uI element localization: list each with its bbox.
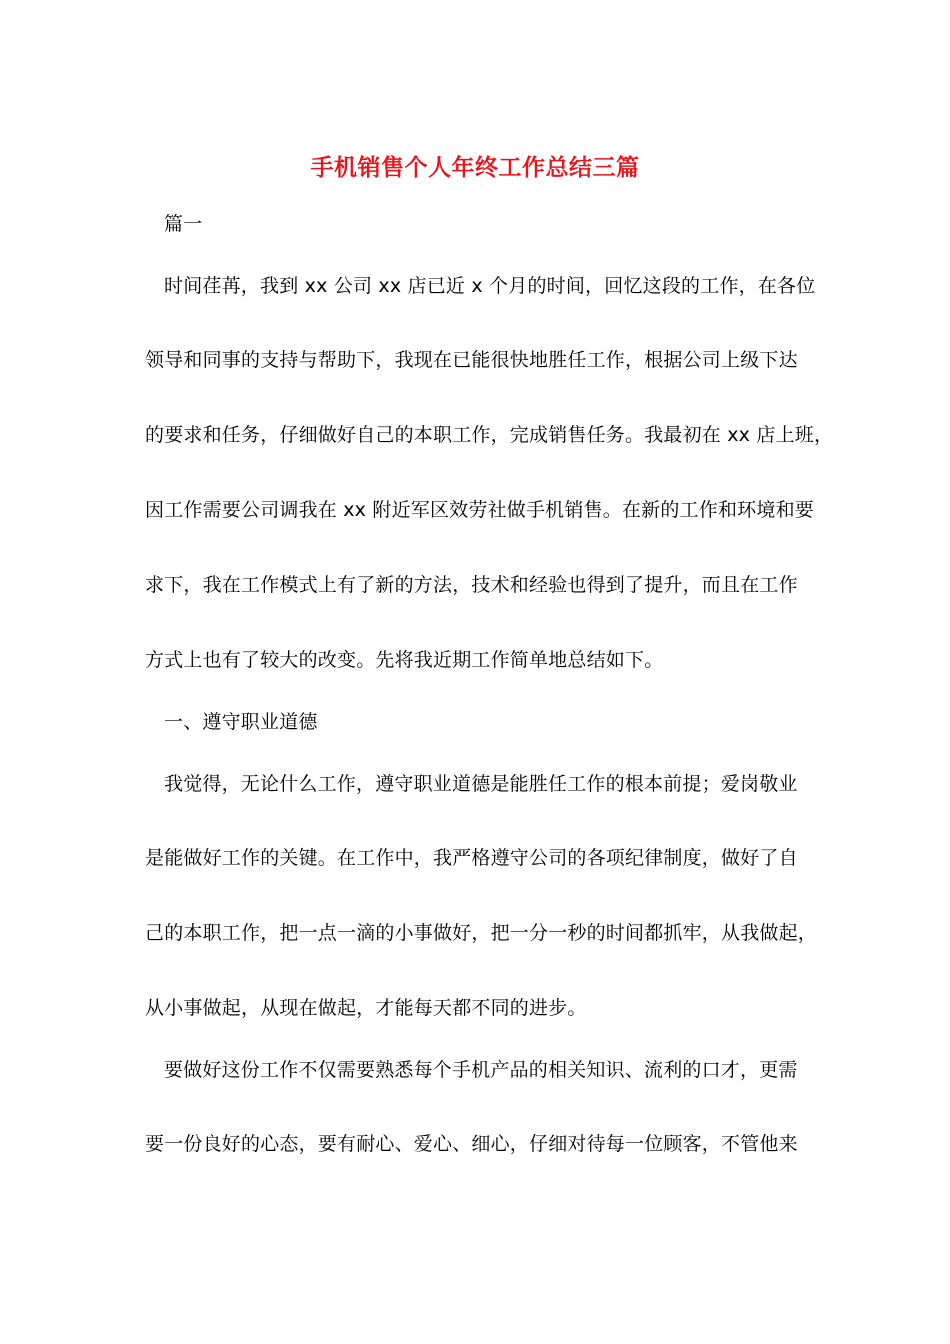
section-heading-part-one: 篇一	[164, 213, 203, 235]
paragraph-line: 时间荏苒，我到 xx 公司 xx 店已近 x 个月的时间，回忆这段的工作，在各位	[164, 275, 816, 297]
paragraph-line: 我觉得，无论什么工作，遵守职业道德是能胜任工作的根本前提；爱岗敬业	[164, 773, 798, 795]
document-title: 手机销售个人年终工作总结三篇	[310, 154, 640, 181]
paragraph-line: 是能做好工作的关键。在工作中，我严格遵守公司的各项纪律制度，做好了自	[145, 847, 798, 869]
paragraph-line: 因工作需要公司调我在 xx 附近军区效劳社做手机销售。在新的工作和环境和要	[145, 499, 814, 521]
section-heading-professional-ethics: 一、遵守职业道德	[164, 711, 318, 733]
paragraph-line: 的要求和任务，仔细做好自己的本职工作，完成销售任务。我最初在 xx 店上班，	[145, 424, 834, 446]
paragraph-line: 求下，我在工作模式上有了新的方法，技术和经验也得到了提升，而且在工作	[145, 574, 798, 596]
paragraph-line: 要做好这份工作不仅需要熟悉每个手机产品的相关知识、流利的口才，更需	[164, 1059, 798, 1081]
paragraph-line: 要一份良好的心态，要有耐心、爱心、细心，仔细对待每一位顾客，不管他来	[145, 1133, 798, 1155]
paragraph-line: 己的本职工作，把一点一滴的小事做好，把一分一秒的时间都抓牢，从我做起，	[145, 922, 818, 944]
paragraph-line: 方式上也有了较大的改变。先将我近期工作简单地总结如下。	[145, 649, 664, 671]
paragraph-line: 领导和同事的支持与帮助下，我现在已能很快地胜任工作，根据公司上级下达	[145, 349, 798, 371]
paragraph-line: 从小事做起，从现在做起，才能每天都不同的进步。	[145, 997, 587, 1019]
